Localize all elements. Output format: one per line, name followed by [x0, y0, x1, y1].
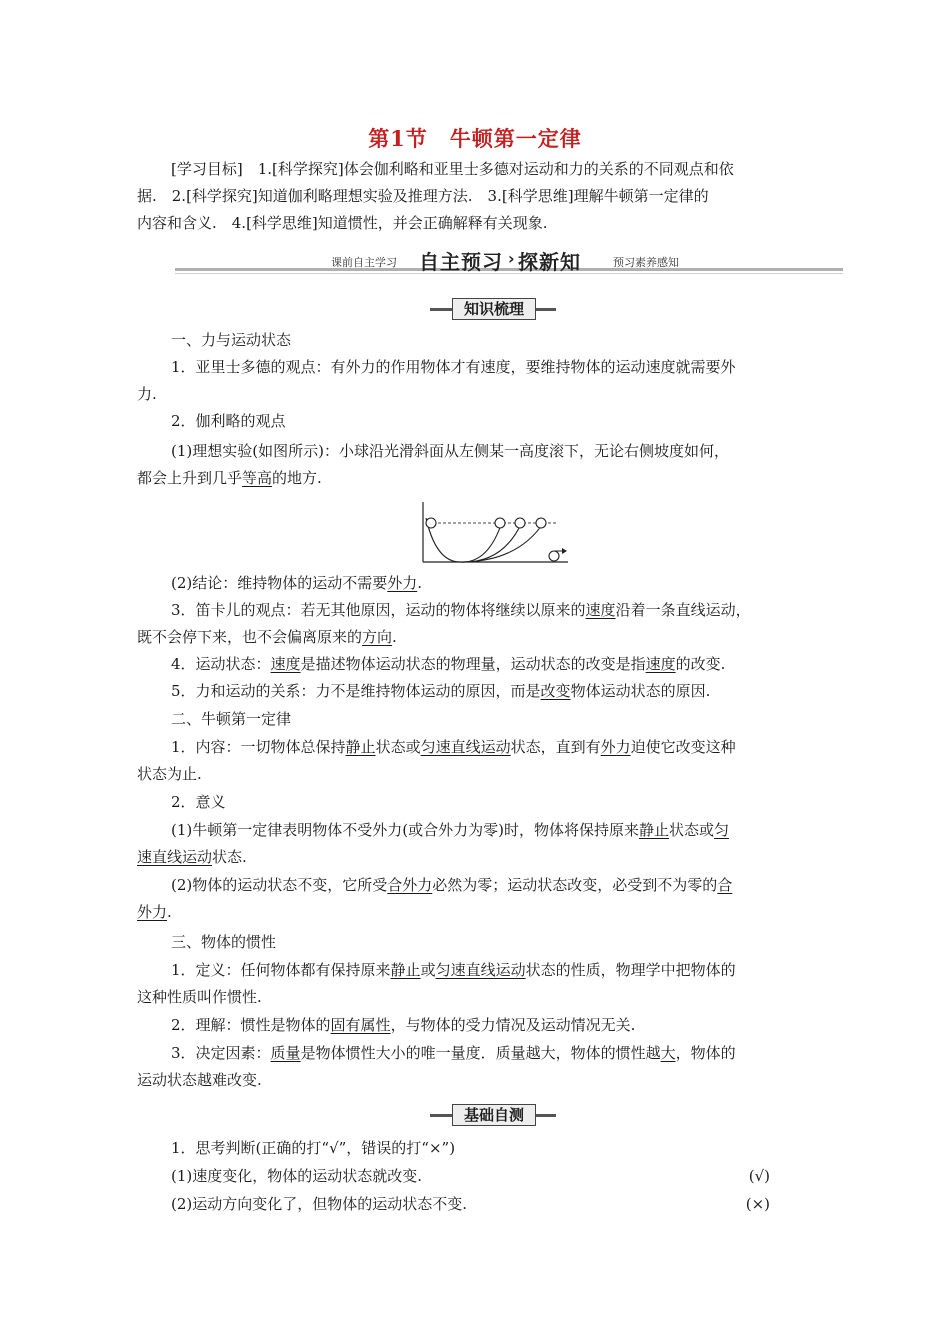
- section-heading-test: [430, 1104, 556, 1126]
- s1-p5b: 既不会停下来，也不会偏离原来的方向.: [137, 628, 397, 646]
- section-heading-test-label: 基础自测: [452, 1104, 536, 1126]
- s2-heading: 二、牛顿第一定律: [171, 710, 292, 728]
- diagram-ball-3: [536, 518, 546, 528]
- section-banner: [175, 246, 843, 278]
- s1-p3a: (1)理想实验(如图所示)：小球沿光滑斜面从左侧某一高度滚下，无论右侧坡度如何，: [171, 442, 729, 460]
- banner-arrow-icon: ›: [508, 249, 516, 268]
- s3-p3b: 运动状态越难改变.: [137, 1071, 262, 1089]
- s1-p2: 2．伽利略的观点: [171, 412, 286, 430]
- diagram-right-slope-medium: [460, 522, 522, 562]
- banner-main-title: 自主预习: [419, 250, 503, 274]
- objectives-line-2: 据. 2.[科学探究]知道伽利略理想实验及推理方法. 3.[科学思维]理解牛顿第一定律的: [137, 187, 709, 205]
- s1-p5a: 3．笛卡儿的观点：若无其他原因，运动的物体将继续以原来的速度沿着一条直线运动，: [171, 601, 751, 619]
- test-item-2: (2)运动方向变化了，但物体的运动状态不变.: [171, 1195, 468, 1213]
- s3-p1b: 这种性质叫作惯性.: [137, 988, 262, 1006]
- s1-p3b: 都会上升到几乎等高的地方.: [137, 469, 322, 487]
- banner-right-label: 预习素养感知: [613, 256, 679, 269]
- test-item-1: (1)速度变化，物体的运动状态就改变.: [171, 1167, 423, 1185]
- test-item-2-mark: (×): [745, 1195, 770, 1213]
- diagram-ball-start: [426, 518, 436, 528]
- s1-p4: (2)结论：维持物体的运动不需要外力.: [171, 574, 423, 592]
- page-title: 第1节 牛顿第一定律: [368, 126, 582, 151]
- s3-p1a: 1．定义：任何物体都有保持原来静止或匀速直线运动状态的性质，物理学中把物体的: [171, 961, 736, 979]
- diagram-arrow-head-icon: [562, 548, 567, 554]
- section-heading-knowledge-label: 知识梳理: [452, 298, 536, 320]
- diagram-ball-2: [515, 518, 525, 528]
- diagram-right-slope-steep: [460, 522, 502, 562]
- s2-p4b: 外力.: [137, 903, 172, 921]
- s2-p4a: (2)物体的运动状态不变，它所受合外力必然为零；运动状态改变，必受到不为零的合: [171, 876, 733, 894]
- s1-p1a: 1．亚里士多德的观点：有外力的作用物体才有速度，要维持物体的运动速度就需要外: [171, 358, 736, 376]
- s1-p7: 5．力和运动的关系：力不是维持物体运动的原因，而是改变物体运动状态的原因.: [171, 682, 711, 700]
- s1-p1b: 力.: [137, 385, 157, 403]
- s2-p1a: 1．内容：一切物体总保持静止状态或匀速直线运动状态，直到有外力迫使它改变这种: [171, 738, 736, 756]
- s2-p1b: 状态为止.: [137, 765, 202, 783]
- banner-main-title-2: 探新知: [518, 250, 581, 274]
- objectives-line-3: 内容和含义. 4.[科学思维]知道惯性，并会正确解释有关现象.: [137, 214, 548, 232]
- s2-p2: 2．意义: [171, 793, 226, 811]
- s2-p3a: (1)牛顿第一定律表明物体不受外力(或合外力为零)时，物体将保持原来静止状态或匀: [171, 821, 730, 839]
- s1-p6: 4．运动状态：速度是描述物体运动状态的物理量，运动状态的改变是指速度的改变.: [171, 655, 726, 673]
- objectives-line-1: [学习目标] 1.[科学探究]体会伽利略和亚里士多德对运动和力的关系的不同观点和依: [171, 160, 734, 178]
- s3-p2: 2．理解：惯性是物体的固有属性，与物体的受力情况及运动情况无关.: [171, 1016, 636, 1034]
- test-item-1-mark: (√): [748, 1167, 770, 1185]
- s1-heading: 一、力与运动状态: [171, 331, 292, 349]
- banner-left-label: 课前自主学习: [331, 256, 397, 269]
- test-q1: 1．思考判断(正确的打“√”，错误的打“×”): [171, 1139, 456, 1157]
- s3-p3a: 3．决定因素：质量是物体惯性大小的唯一量度．质量越大，物体的惯性越大，物体的: [171, 1044, 736, 1062]
- galileo-ramp-diagram: [418, 500, 570, 568]
- s3-heading: 三、物体的惯性: [171, 933, 277, 951]
- diagram-ball-rolling: [549, 551, 559, 561]
- section-heading-knowledge: [430, 298, 556, 320]
- diagram-ball-1: [495, 518, 505, 528]
- s2-p3b: 速直线运动状态.: [137, 848, 247, 866]
